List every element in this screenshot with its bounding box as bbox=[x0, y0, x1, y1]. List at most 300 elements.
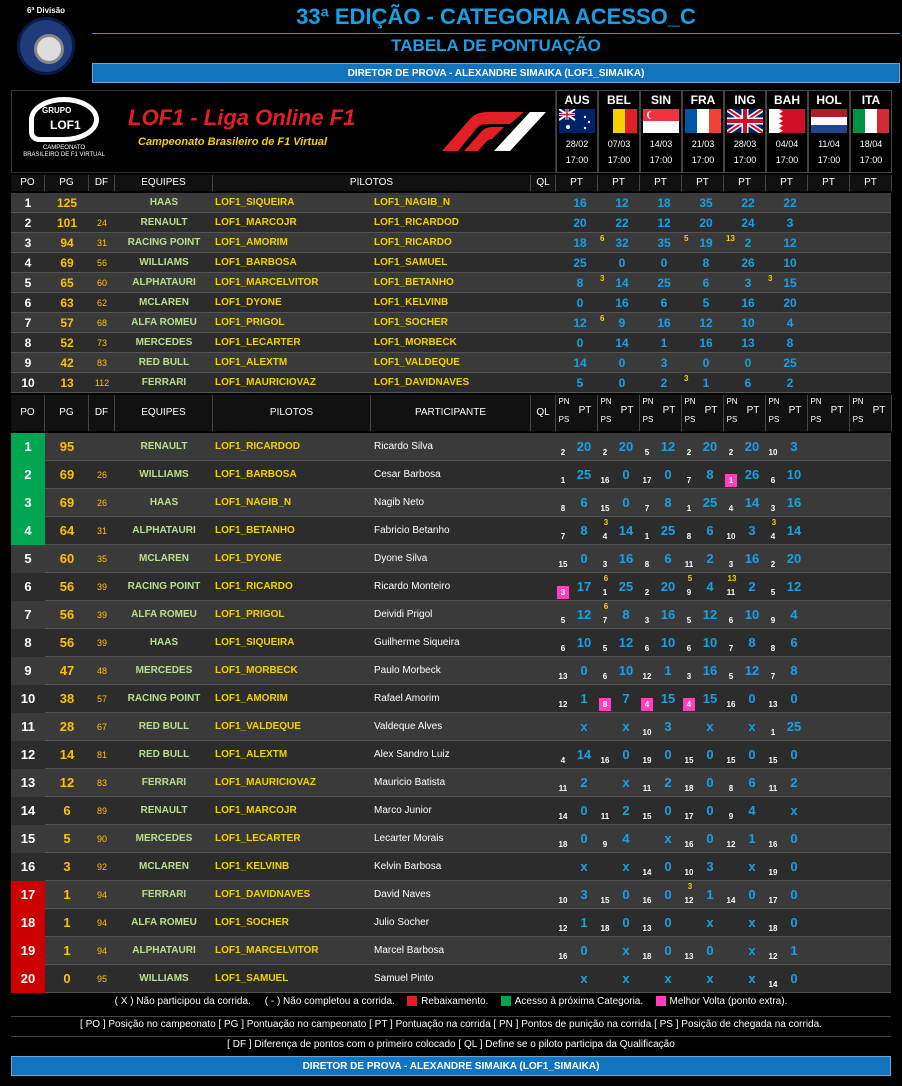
team-name: RENAULT bbox=[140, 217, 188, 228]
team-race-points bbox=[850, 353, 892, 373]
page-title: 33ª EDIÇÃO - CATEGORIA ACESSO_C bbox=[92, 4, 900, 34]
race-finish-position: 15 bbox=[600, 504, 610, 513]
team-race-points: 0 bbox=[618, 256, 626, 270]
race-points: x bbox=[748, 915, 756, 930]
driver-diff: 94 bbox=[96, 890, 107, 900]
race-finish-position: 6 bbox=[686, 644, 692, 653]
team-points: 52 bbox=[60, 336, 74, 350]
race-points: 4 bbox=[748, 803, 756, 818]
team-race-points: 35 bbox=[657, 236, 671, 250]
driver-team: MCLAREN bbox=[139, 553, 189, 564]
drivers-header-pn: PN bbox=[600, 397, 612, 406]
team-name: MERCEDES bbox=[135, 337, 193, 348]
team-driver-2: LOF1_SAMUEL bbox=[374, 257, 448, 268]
race-points: x bbox=[790, 803, 798, 818]
race-code: AUS bbox=[564, 93, 590, 107]
driver-points: 60 bbox=[59, 551, 75, 566]
race-points: 12 bbox=[702, 607, 718, 622]
race-points: 1 bbox=[664, 663, 672, 678]
bel-flag-icon bbox=[601, 109, 637, 133]
driver-position: 11 bbox=[11, 713, 45, 741]
driver-id: LOF1_RICARDO bbox=[215, 581, 293, 592]
participant-name: Ricardo Silva bbox=[374, 441, 433, 452]
race-finish-position: 14 bbox=[726, 896, 736, 905]
team-race-penalty: 6 bbox=[600, 234, 605, 243]
team-race-points bbox=[808, 333, 850, 353]
race-finish-position: 7 bbox=[644, 504, 650, 513]
team-race-points: 0 bbox=[702, 356, 710, 370]
driver-points: 28 bbox=[59, 719, 75, 734]
teams-header-df: DF bbox=[89, 175, 115, 191]
driver-team: HAAS bbox=[149, 637, 179, 648]
race-points: 8 bbox=[790, 663, 798, 678]
race-points: 12 bbox=[660, 439, 676, 454]
participant-name: Deividi Prigol bbox=[374, 609, 433, 620]
driver-id: LOF1_DYONE bbox=[215, 553, 282, 564]
race-points: 0 bbox=[664, 747, 672, 762]
driver-diff: 48 bbox=[96, 666, 107, 676]
team-race-points: 19 bbox=[699, 236, 713, 250]
legend-row-3: [ DF ] Diferença de pontos com o primeiro colocado [ QL ] Define se o piloto participa da Qualificação bbox=[11, 1036, 891, 1050]
team-points: 69 bbox=[60, 256, 74, 270]
driver-id: LOF1_VALDEQUE bbox=[215, 721, 301, 732]
race-points: 26 bbox=[744, 467, 760, 482]
teams-header-po: PO bbox=[11, 175, 45, 191]
drivers-header-pn: PN bbox=[768, 397, 780, 406]
team-race-points: 6 bbox=[660, 296, 668, 310]
race-points: 8 bbox=[580, 523, 588, 538]
team-race-points: 16 bbox=[615, 296, 629, 310]
race-finish-position: 11 bbox=[558, 784, 568, 793]
team-race-points: 20 bbox=[783, 296, 797, 310]
race-points: 12 bbox=[576, 607, 592, 622]
driver-id: LOF1_KELVINB bbox=[215, 861, 290, 872]
race-finish-position: 14 bbox=[642, 868, 652, 877]
race-points: 0 bbox=[664, 803, 672, 818]
driver-team: FERRARI bbox=[141, 777, 187, 788]
race-points: 25 bbox=[660, 523, 676, 538]
team-race-points bbox=[808, 253, 850, 273]
race-finish-position bbox=[683, 727, 695, 739]
driver-points: 69 bbox=[59, 467, 75, 482]
team-race-points: 16 bbox=[699, 336, 713, 350]
race-points: 14 bbox=[618, 523, 634, 538]
drivers-header-ql: QL bbox=[531, 395, 556, 431]
race-points: x bbox=[664, 831, 672, 846]
team-diff bbox=[89, 193, 115, 213]
race-points: 4 bbox=[790, 607, 798, 622]
team-diff: 31 bbox=[96, 238, 107, 248]
teams-header-pt: PT bbox=[640, 175, 682, 191]
team-diff: 24 bbox=[96, 218, 107, 228]
team-race-points bbox=[808, 313, 850, 333]
race-finish-position: 2 bbox=[644, 588, 650, 597]
race-finish-position: 2 bbox=[602, 448, 608, 457]
team-race-points: 22 bbox=[741, 196, 755, 210]
race-points: 0 bbox=[580, 831, 588, 846]
race-finish-position: 9 bbox=[686, 588, 692, 597]
race-penalty: 6 bbox=[603, 574, 609, 583]
race-finish-position bbox=[599, 951, 611, 963]
division-label: 6ª Divisão bbox=[26, 6, 66, 15]
race-finish-position: 17 bbox=[642, 476, 652, 485]
driver-diff: 31 bbox=[96, 526, 107, 536]
race-finish-position: 16 bbox=[558, 952, 568, 961]
team-race-points: 9 bbox=[618, 316, 626, 330]
race-points: 0 bbox=[790, 971, 798, 986]
team-race-points bbox=[850, 253, 892, 273]
race-finish-position: 6 bbox=[644, 644, 650, 653]
team-race-penalty: 5 bbox=[684, 234, 689, 243]
driver-position: 3 bbox=[11, 489, 45, 517]
team-name: FERRARI bbox=[141, 377, 187, 388]
team-driver-2: LOF1_NAGIB_N bbox=[374, 197, 451, 208]
race-finish-position bbox=[557, 979, 569, 991]
race-finish-position: 18 bbox=[642, 952, 652, 961]
race-points: 1 bbox=[580, 915, 588, 930]
race-finish-position bbox=[725, 923, 737, 935]
driver-points: 12 bbox=[59, 775, 75, 790]
race-finish-position: 4 bbox=[560, 756, 566, 765]
teams-header-pt: PT bbox=[682, 175, 724, 191]
race-finish-position bbox=[599, 727, 611, 739]
race-points: 2 bbox=[706, 551, 714, 566]
team-driver-2: LOF1_RICARDOD bbox=[374, 217, 460, 228]
driver-diff: 35 bbox=[96, 554, 107, 564]
team-race-penalty: 3 bbox=[600, 274, 605, 283]
driver-team: RENAULT bbox=[140, 805, 188, 816]
race-points: 16 bbox=[786, 495, 802, 510]
race-points: 0 bbox=[706, 747, 714, 762]
race-points: 0 bbox=[622, 495, 630, 510]
team-diff: 112 bbox=[94, 378, 110, 388]
team-race-points: 16 bbox=[573, 196, 587, 210]
driver-id: LOF1_DAVIDNAVES bbox=[215, 889, 311, 900]
race-points: 0 bbox=[748, 691, 756, 706]
race-points: 3 bbox=[748, 523, 756, 538]
race-finish-position bbox=[557, 727, 569, 739]
team-driver-2: LOF1_MORBECK bbox=[374, 337, 457, 348]
team-race-points: 4 bbox=[786, 316, 794, 330]
team-race-penalty: 6 bbox=[600, 314, 605, 323]
team-points: 101 bbox=[56, 216, 78, 230]
driver-points: 64 bbox=[59, 523, 75, 538]
team-diff: 68 bbox=[96, 318, 107, 328]
driver-position: 9 bbox=[11, 657, 45, 685]
race-finish-position: 11 bbox=[642, 784, 652, 793]
race-finish-position: 8 bbox=[644, 560, 650, 569]
participant-name: Paulo Morbeck bbox=[374, 665, 441, 676]
drivers-header-ps: PS bbox=[642, 415, 654, 424]
race-points: 0 bbox=[664, 943, 672, 958]
driver-team: ALFA ROMEU bbox=[131, 917, 197, 928]
team-race-points bbox=[808, 213, 850, 233]
team-race-points: 0 bbox=[618, 356, 626, 370]
team-driver-2: LOF1_KELVINB bbox=[374, 297, 449, 308]
team-race-points: 8 bbox=[702, 256, 710, 270]
driver-id: LOF1_SOCHER bbox=[215, 917, 289, 928]
team-position: 6 bbox=[24, 296, 32, 310]
race-points: 25 bbox=[786, 719, 802, 734]
race-finish-position bbox=[641, 979, 653, 991]
legend-relegation: Rebaixamento. bbox=[421, 996, 489, 1007]
team-race-points: 3 bbox=[786, 216, 794, 230]
race-points: x bbox=[622, 859, 630, 874]
driver-position: 20 bbox=[11, 965, 45, 993]
race-finish-position: 2 bbox=[728, 448, 734, 457]
race-finish-position: 11 bbox=[768, 784, 778, 793]
team-position: 9 bbox=[24, 356, 32, 370]
driver-id: LOF1_MARCOJR bbox=[215, 805, 297, 816]
driver-diff: 26 bbox=[96, 470, 107, 480]
driver-points: 14 bbox=[59, 747, 75, 762]
drivers-header-eq: EQUIPES bbox=[115, 395, 213, 431]
drivers-header-ps: PS bbox=[558, 415, 570, 424]
team-race-points: 22 bbox=[783, 196, 797, 210]
race-time: 17:00 bbox=[817, 155, 841, 165]
race-finish-position: 15 bbox=[558, 560, 568, 569]
drivers-header-pn: PN bbox=[684, 397, 696, 406]
driver-team: ALPHATAURI bbox=[132, 945, 196, 956]
race-finish-position: 15 bbox=[600, 896, 610, 905]
drivers-header-pt: PT bbox=[872, 405, 886, 416]
race-points: 16 bbox=[618, 551, 634, 566]
driver-team: WILLIAMS bbox=[139, 973, 189, 984]
teams-header-pt: PT bbox=[556, 175, 598, 191]
race-points: x bbox=[622, 775, 630, 790]
drivers-header-pn: PN bbox=[726, 397, 738, 406]
driver-position: 2 bbox=[11, 461, 45, 489]
race-time: 17:00 bbox=[691, 155, 715, 165]
ing-flag-icon bbox=[727, 109, 763, 133]
race-points: x bbox=[748, 719, 756, 734]
race-points: 4 bbox=[622, 831, 630, 846]
race-points: x bbox=[622, 971, 630, 986]
driver-team: RENAULT bbox=[140, 441, 188, 452]
race-finish-position bbox=[599, 867, 611, 879]
driver-position: 4 bbox=[11, 517, 45, 545]
team-position: 1 bbox=[24, 196, 32, 210]
team-race-points: 14 bbox=[615, 276, 629, 290]
team-driver-1: LOF1_DYONE bbox=[215, 297, 282, 308]
race-finish-position: 8 bbox=[602, 700, 608, 709]
race-points: 0 bbox=[790, 831, 798, 846]
race-points: x bbox=[622, 943, 630, 958]
race-finish-position: 1 bbox=[560, 476, 566, 485]
participant-name: Dyone Silva bbox=[374, 553, 428, 564]
race-finish-position bbox=[599, 979, 611, 991]
race-points: 7 bbox=[622, 691, 630, 706]
team-race-points: 3 bbox=[660, 356, 668, 370]
team-race-points: 6 bbox=[744, 376, 752, 390]
driver-id: LOF1_LECARTER bbox=[215, 833, 301, 844]
race-points: x bbox=[664, 971, 672, 986]
driver-diff: 94 bbox=[96, 918, 107, 928]
drivers-header-po: PO bbox=[11, 395, 45, 431]
teams-header-pil: PILOTOS bbox=[213, 175, 531, 191]
team-race-points: 12 bbox=[783, 236, 797, 250]
race-finish-position: 15 bbox=[642, 812, 652, 821]
race-finish-position: 2 bbox=[560, 448, 566, 457]
team-driver-1: LOF1_BARBOSA bbox=[215, 257, 297, 268]
driver-position: 13 bbox=[11, 769, 45, 797]
team-race-points: 5 bbox=[576, 376, 584, 390]
race-finish-position: 11 bbox=[600, 812, 610, 821]
driver-diff: 90 bbox=[96, 834, 107, 844]
race-finish-position: 3 bbox=[644, 616, 650, 625]
race-finish-position: 14 bbox=[768, 980, 778, 989]
driver-diff: 94 bbox=[96, 946, 107, 956]
team-race-points: 6 bbox=[702, 276, 710, 290]
race-finish-position: 10 bbox=[642, 728, 652, 737]
division-logo bbox=[8, 6, 84, 84]
logo-mid-text: LOF1 bbox=[50, 118, 81, 132]
team-driver-2: LOF1_SOCHER bbox=[374, 317, 448, 328]
race-points: 20 bbox=[702, 439, 718, 454]
team-race-points bbox=[850, 213, 892, 233]
legend-fastest-lap: Melhor Volta (ponto extra). bbox=[669, 996, 788, 1007]
race-finish-position bbox=[725, 867, 737, 879]
race-points: 0 bbox=[580, 943, 588, 958]
race-finish-position: 13 bbox=[642, 924, 652, 933]
team-race-points: 3 bbox=[744, 276, 752, 290]
driver-position: 12 bbox=[11, 741, 45, 769]
race-finish-position: 15 bbox=[726, 756, 736, 765]
teams-header-pt: PT bbox=[850, 175, 892, 191]
race-finish-position: 5 bbox=[560, 616, 566, 625]
race-points: 3 bbox=[706, 859, 714, 874]
race-finish-position: 18 bbox=[600, 924, 610, 933]
race-finish-position: 3 bbox=[728, 560, 734, 569]
drivers-header-ps: PS bbox=[684, 415, 696, 424]
team-race-points: 0 bbox=[660, 256, 668, 270]
race-finish-position bbox=[683, 979, 695, 991]
race-finish-position: 8 bbox=[686, 532, 692, 541]
team-race-penalty: 3 bbox=[684, 374, 689, 383]
race-points: 16 bbox=[744, 551, 760, 566]
footer-director: DIRETOR DE PROVA - ALEXANDRE SIMAIKA (LOF1_SIMAIKA) bbox=[11, 1056, 891, 1076]
team-race-points: 18 bbox=[657, 196, 671, 210]
race-points: 25 bbox=[618, 579, 634, 594]
driver-team: MERCEDES bbox=[135, 665, 193, 676]
race-code: FRA bbox=[690, 93, 716, 107]
drivers-header-ps: PS bbox=[768, 415, 780, 424]
race-finish-position bbox=[725, 979, 737, 991]
team-position: 8 bbox=[24, 336, 32, 350]
race-finish-position: 5 bbox=[644, 448, 650, 457]
race-penalty: 13 bbox=[727, 574, 737, 583]
driver-points: 1 bbox=[63, 943, 71, 958]
driver-id: LOF1_BETANHO bbox=[215, 525, 295, 536]
team-position: 7 bbox=[24, 316, 32, 330]
race-finish-position: 5 bbox=[602, 644, 608, 653]
driver-team: WILLIAMS bbox=[139, 469, 189, 480]
teams-header-pg: PG bbox=[45, 175, 89, 191]
race-points: 1 bbox=[580, 691, 588, 706]
race-date: 28/02 bbox=[565, 139, 589, 149]
participant-name: Marco Junior bbox=[374, 805, 432, 816]
race-points: 1 bbox=[748, 831, 756, 846]
race-date: 21/03 bbox=[691, 139, 715, 149]
sin-flag-icon bbox=[643, 109, 679, 133]
race-finish-position: 1 bbox=[644, 532, 650, 541]
driver-points: 38 bbox=[59, 691, 75, 706]
race-time: 17:00 bbox=[859, 155, 883, 165]
participant-name: Valdeque Alves bbox=[374, 721, 443, 732]
race-points: 0 bbox=[622, 467, 630, 482]
race-points: 1 bbox=[790, 943, 798, 958]
team-points: 57 bbox=[60, 316, 74, 330]
race-finish-position bbox=[599, 783, 611, 795]
race-points: 6 bbox=[790, 635, 798, 650]
race-finish-position: 12 bbox=[558, 700, 568, 709]
team-driver-1: LOF1_SIQUEIRA bbox=[215, 197, 295, 208]
team-race-points bbox=[850, 193, 892, 213]
team-race-points: 20 bbox=[573, 216, 587, 230]
team-race-points: 26 bbox=[741, 256, 755, 270]
race-code: HOL bbox=[816, 93, 842, 107]
race-finish-position bbox=[641, 839, 653, 851]
drivers-header-pn: PN bbox=[852, 397, 864, 406]
race-date: 18/04 bbox=[859, 139, 883, 149]
race-points: 20 bbox=[618, 439, 634, 454]
race-finish-position: 18 bbox=[684, 784, 694, 793]
team-race-points: 12 bbox=[657, 216, 671, 230]
race-points: 14 bbox=[576, 747, 592, 762]
race-points: 12 bbox=[786, 579, 802, 594]
race-points: 20 bbox=[786, 551, 802, 566]
team-race-points: 5 bbox=[702, 296, 710, 310]
league-subtitle: Campeonato Brasileiro de F1 Virtual bbox=[138, 136, 328, 148]
team-race-points: 1 bbox=[702, 376, 710, 390]
race-finish-position bbox=[767, 811, 779, 823]
race-finish-position bbox=[683, 923, 695, 935]
team-race-points: 35 bbox=[699, 196, 713, 210]
race-finish-position: 8 bbox=[728, 784, 734, 793]
team-race-points: 14 bbox=[615, 336, 629, 350]
driver-id: LOF1_PRIGOL bbox=[215, 609, 285, 620]
race-finish-position: 1 bbox=[686, 504, 692, 513]
race-finish-position: 7 bbox=[560, 532, 566, 541]
logo-top-text: GRUPO bbox=[42, 106, 72, 115]
race-points: 0 bbox=[622, 747, 630, 762]
team-points: 42 bbox=[60, 356, 74, 370]
race-finish-position: 4 bbox=[644, 700, 650, 709]
team-driver-1: LOF1_MARCELVITOR bbox=[215, 277, 319, 288]
race-points: x bbox=[580, 971, 588, 986]
participant-name: Marcel Barbosa bbox=[374, 945, 445, 956]
race-finish-position: 8 bbox=[770, 644, 776, 653]
race-points: 25 bbox=[576, 467, 592, 482]
race-penalty: 3 bbox=[687, 882, 693, 891]
participant-name: Ricardo Monteiro bbox=[374, 581, 451, 592]
team-race-points: 12 bbox=[573, 316, 587, 330]
teams-header-ql: QL bbox=[531, 175, 556, 191]
race-points: 0 bbox=[706, 803, 714, 818]
race-points: 2 bbox=[664, 775, 672, 790]
race-finish-position: 16 bbox=[600, 756, 610, 765]
race-points: 10 bbox=[744, 607, 760, 622]
team-name: HAAS bbox=[149, 197, 179, 208]
race-time: 17:00 bbox=[775, 155, 799, 165]
team-driver-1: LOF1_ALEXTM bbox=[215, 357, 288, 368]
lof1-logo bbox=[18, 97, 110, 167]
participant-name: Mauricio Batista bbox=[374, 777, 446, 788]
race-points: 16 bbox=[702, 663, 718, 678]
driver-team: RACING POINT bbox=[127, 693, 201, 704]
driver-id: LOF1_SAMUEL bbox=[215, 973, 289, 984]
race-points: 0 bbox=[664, 915, 672, 930]
